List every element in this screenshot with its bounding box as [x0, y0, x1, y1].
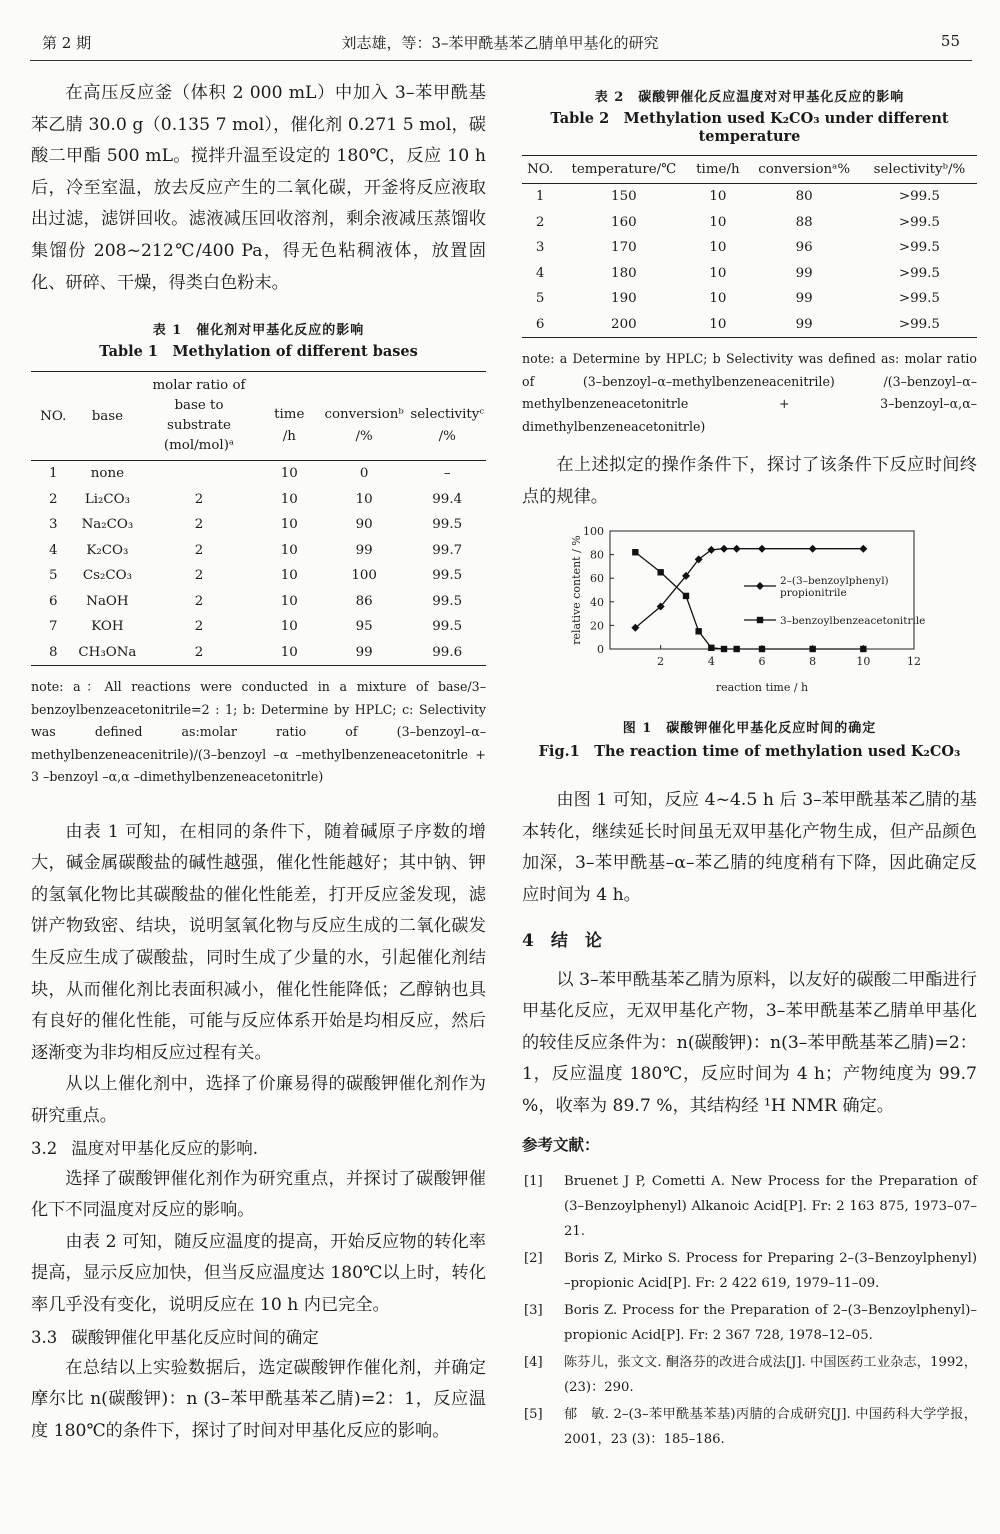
table1-caption-en: Table 1 Methylation of different bases: [99, 343, 418, 361]
data-point: [657, 569, 663, 575]
table-cell: 7: [48, 619, 58, 635]
table-cell: 88: [795, 214, 813, 230]
table-cell: 95: [355, 619, 373, 635]
table-cell: 99: [795, 265, 813, 281]
table-cell: 2: [139, 640, 258, 666]
table-cell: 99: [746, 312, 861, 338]
reference-item: [522, 1402, 977, 1452]
reference-text: 陈芬儿，张文文. 酮洛芬的改进合成法[J]. 中国医药工业杂志，1992，(23)：290.: [564, 1354, 977, 1395]
table-row: [522, 261, 977, 287]
section-3-3-title: 碳酸钾催化甲基化反应时间的确定: [71, 1327, 319, 1347]
table-cell: 99.7: [432, 542, 463, 558]
reference-item: [522, 1246, 977, 1296]
x-axis-label: reaction time / h: [715, 681, 809, 695]
discussion-catalyst-paragraph: 由表 1 可知，在相同的条件下，随着碱原子序数的增大，碱金属碳酸盐的碱性越强，催化性能越好；其中钠、钾的氢氧化物比其碳酸盐的催化性能差，打开反应釜发现，滤饼产物致密、结块，说明氢氧化物与反应生成的二氧化碳发生反应生成了碳酸盐，同时生成了少量的水，引起催化剂结块，从而催化剂比表面积减小，催化性能降低；乙醇钠也具有良好的催化性能，可能与反应体系开始是均相反应，然后逐渐变为非均相反应过程有关。: [31, 821, 486, 1063]
table-cell: 99.5: [432, 568, 463, 584]
page-number: 55: [940, 32, 960, 50]
conclusion-paragraph: 以 3–苯甲酰基苯乙腈为原料，以友好的碳酸二甲酯进行甲基化反应，无双甲基化产物，3–苯甲酰基苯乙腈单甲基化的较佳反应条件为：n(碳酸钾)：n(3–苯甲酰基苯乙腈)=2：1，反应温度 180℃，反应时间为 4 h；产物纯度为 99.7 %，收率为 89.7 %，其结构经 ¹H NMR 确定。: [522, 969, 977, 1116]
t2-header-cell: time/h: [689, 156, 746, 184]
t1-header-conv-line2: /%: [355, 429, 373, 445]
data-point: [683, 593, 689, 599]
table-cell: 4: [48, 542, 58, 558]
reaction-time-chart: [522, 521, 977, 711]
reference-number: [2]: [524, 1250, 543, 1266]
data-point: [859, 545, 867, 553]
table-cell: 2: [194, 568, 204, 584]
table-row: [522, 286, 977, 312]
reference-number: [1]: [524, 1173, 543, 1189]
data-point: [759, 646, 765, 652]
y-tick-label: 80: [590, 548, 604, 562]
t1-header-base: base: [76, 372, 140, 461]
table-cell: 99.5: [432, 517, 463, 533]
table-cell: 99.5: [432, 619, 463, 635]
table-cell: 0: [359, 466, 369, 482]
section-4-title: 结 论: [550, 930, 602, 951]
catalyst-choice-paragraph: 从以上催化剂中，选择了价廉易得的碳酸钾催化剂作为研究重点。: [31, 1074, 486, 1126]
y-tick-label: 100: [583, 525, 604, 539]
table-cell: 1: [48, 466, 58, 482]
table-cell: 99: [355, 542, 373, 558]
experimental-paragraph: 在高压反应釜（体积 2 000 mL）中加入 3–苯甲酰基苯乙腈 30.0 g（0.135 7 mol），催化剂 0.271 5 mol，碳酸二甲酯 500 mL。搅拌升温至设定的 180℃，反应 10 h 后，冷至室温，放去反应产生的二氧化碳，开釜将反应液取出过滤，滤饼回收。滤液减压回收溶剂，剩余液减压蒸馏收集馏份 208~212℃/400 Pa，得无色粘稠液体，放置固化、研碎、干燥，得类白色粉末。: [31, 83, 486, 293]
reference-item: [522, 1169, 977, 1244]
table-cell: 10: [280, 593, 298, 609]
table-cell: 99: [795, 291, 813, 307]
table-cell: 200: [558, 312, 689, 338]
reference-number: [5]: [524, 1406, 543, 1422]
table-cell: 10: [280, 517, 298, 533]
table-cell: 10: [689, 312, 746, 338]
table-cell: NaOH: [86, 593, 129, 609]
table-cell: 2: [535, 214, 545, 230]
table-cell: 99: [320, 640, 409, 666]
t1-header-ratio: [139, 372, 258, 461]
data-point: [809, 545, 817, 553]
y-tick-label: 0: [597, 643, 604, 657]
table-row: [31, 538, 486, 564]
running-title: 刘志雄，等：3–苯甲酰基苯乙腈单甲基化的研究: [341, 34, 659, 52]
t1-header-selectivity: [408, 372, 486, 461]
y-axis-label: relative content / %: [570, 535, 583, 645]
x-tick-label: 12: [907, 655, 921, 669]
table-cell: >99.5: [898, 240, 940, 256]
time-end-paragraph: 在上述拟定的操作条件下，探讨了该条件下反应时间终点的规律。: [522, 455, 977, 507]
t1-header-conv-line1: conversionᵇ: [324, 407, 404, 423]
t1-header-ratio-line2: base to substrate: [166, 398, 231, 434]
table-row: [522, 312, 977, 338]
x-tick-label: 8: [809, 655, 817, 669]
temperature-intro-paragraph: 选择了碳酸钾催化剂作为研究重点，并探讨了碳酸钾催化下不同温度对反应的影响。: [31, 1168, 486, 1221]
table-cell: –: [443, 466, 451, 482]
table2: [522, 155, 977, 338]
table1-caption-cn: 表 1 催化剂对甲基化反应的影响: [152, 323, 365, 339]
reference-item: [522, 1350, 977, 1400]
table-row: [31, 487, 486, 513]
running-header: [30, 26, 970, 56]
table-cell: 10: [709, 189, 727, 205]
table-cell: >99.5: [898, 214, 940, 230]
reference-item: [522, 1298, 977, 1348]
reference-text: Boris Z, Mirko S. Process for Preparing 2–(3–Benzoylphenyl) –propionic Acid[P]. Fr: 2 422 619, 1979–11–09.: [564, 1250, 977, 1291]
table-cell: 99.5: [432, 593, 463, 609]
reference-text: Boris Z. Process for the Preparation of 2–(3–Benzoylphenyl)–propionic Acid[P]. Fr: 2 367 728, 1978–12–05.: [564, 1302, 977, 1343]
table-cell: 86: [355, 593, 373, 609]
table-cell: 99.6: [408, 640, 486, 666]
x-tick-label: 6: [758, 655, 766, 669]
table-cell: 150: [611, 189, 637, 205]
table-cell: Cs₂CO₃: [82, 568, 132, 584]
table-cell: 2: [194, 517, 204, 533]
legend-label-2: 3–benzoylbenzeacetonitrile: [780, 615, 926, 628]
table-cell: 180: [611, 265, 637, 281]
table-cell: 2: [194, 491, 204, 507]
table1-body: [31, 461, 486, 666]
table-row: [31, 614, 486, 640]
table-cell: 10: [280, 619, 298, 635]
y-tick-label: 60: [590, 572, 604, 586]
table-cell: 99.4: [432, 491, 463, 507]
t1-header-time: [259, 372, 320, 461]
table-cell: 8: [31, 640, 76, 666]
table-cell: >99.5: [898, 265, 940, 281]
y-tick-label: 40: [590, 595, 604, 609]
figure1-caption-en: Fig.1 The reaction time of methylation used K₂CO₃: [538, 743, 961, 761]
table-row: [31, 640, 486, 666]
table-cell: 10: [280, 542, 298, 558]
table-cell: Li₂CO₃: [84, 491, 130, 507]
t1-header-ratio-line3: (mol/mol)ᵃ: [163, 438, 235, 454]
figure-1: [522, 521, 977, 711]
t2-header-cell: NO.: [522, 156, 558, 184]
table-row: [31, 589, 486, 615]
reaction-time-intro-paragraph: 在总结以上实验数据后，选定碳酸钾作催化剂，并确定摩尔比 n(碳酸钾)：n (3–苯甲酰基苯乙腈)=2：1，反应温度 180℃的条件下，探讨了时间对甲基化反应的影响。: [31, 1357, 486, 1441]
table-cell: Na₂CO₃: [81, 517, 134, 533]
data-point: [695, 628, 701, 634]
data-point: [720, 545, 728, 553]
references-title: 参考文献：: [522, 1134, 600, 1154]
table-cell: 160: [611, 214, 637, 230]
table-cell: 10: [355, 491, 373, 507]
t1-header-no: NO.: [31, 372, 76, 461]
data-point: [721, 646, 727, 652]
data-point: [860, 646, 866, 652]
table-cell: CH₃ONa: [76, 640, 140, 666]
reference-text: 郁 敏. 2–(3–苯甲酰基苯基)丙腈的合成研究[J]. 中国药科大学学报，2001，23 (3)：185–186.: [564, 1406, 977, 1447]
table-cell: 10: [709, 265, 727, 281]
legend-label-1a: 2–(3–benzoylphenyl): [780, 575, 889, 588]
table-cell: 96: [795, 240, 813, 256]
table-cell: 10: [280, 568, 298, 584]
table-cell: 2: [194, 619, 204, 635]
t2-header-cell: temperature/℃: [558, 156, 689, 184]
table2-body: [522, 184, 977, 338]
table-row: [31, 512, 486, 538]
reference-number: [3]: [524, 1302, 543, 1318]
data-point: [733, 646, 739, 652]
t2-header-cell: conversionᵃ%: [746, 156, 861, 184]
table-row: [522, 210, 977, 236]
header-rule: [30, 60, 972, 61]
x-tick-label: 4: [707, 655, 715, 669]
data-point: [632, 549, 638, 555]
table1: [31, 371, 486, 666]
table-cell: 5: [48, 568, 58, 584]
legend-label-1b: propionitrile: [780, 587, 847, 600]
table-cell: 2: [194, 542, 204, 558]
table-cell: 10: [709, 240, 727, 256]
data-point: [733, 545, 741, 553]
section-4-heading: [522, 926, 977, 951]
data-point: [809, 646, 815, 652]
table-cell: 6: [48, 593, 58, 609]
data-point: [758, 545, 766, 553]
table-row: [31, 461, 486, 487]
table-cell: 2: [48, 491, 58, 507]
t1-header-time-line1: time: [274, 407, 305, 423]
references-list: [522, 1169, 977, 1452]
section-3-2-number: 3.2: [31, 1138, 58, 1158]
table-cell: none: [90, 466, 125, 482]
x-tick-label: 2: [657, 655, 665, 669]
table1-note: note: a：All reactions were conducted in a mixture of base/3–benzoylbenzeacetonitrile=2 : 1; b: Determine by HPLC; c: Selectivity was defined as:molar ratio of (3–benzoyl–α–methylbenzeneacenitrile)/(3–benzoyl –α –methylbenzeneacetonitrle + 3 –benzoyl –α,α –dimethylbenzeneacetonitrle): [31, 679, 486, 785]
table-cell: 170: [611, 240, 637, 256]
t1-header-sel-line1: selectivityᶜ: [410, 407, 484, 423]
y-tick-label: 20: [590, 619, 604, 633]
table-cell: 3: [48, 517, 58, 533]
reference-number: [4]: [524, 1354, 543, 1370]
table-cell: KOH: [91, 619, 124, 635]
section-3-2-heading: [31, 1133, 486, 1164]
table-cell: 1: [535, 189, 545, 205]
table2-caption-en: Table 2 Methylation used K₂CO₃ under different temperature: [550, 110, 949, 145]
table-row: [522, 235, 977, 261]
table-cell: [139, 461, 258, 487]
table-cell: >99.5: [862, 312, 977, 338]
x-tick-label: 10: [856, 655, 871, 669]
table2-caption-cn: 表 2 碳酸钾催化反应温度对对甲基化反应的影响: [594, 90, 905, 105]
table-cell: 10: [280, 491, 298, 507]
t1-header-ratio-line1: molar ratio of: [152, 378, 246, 394]
left-column: [31, 78, 486, 1447]
table-cell: 5: [535, 291, 545, 307]
table-cell: 10: [259, 640, 320, 666]
t1-header-time-line2: /h: [282, 429, 296, 445]
table-cell: 3: [535, 240, 545, 256]
table2-header-row: [522, 156, 977, 184]
section-3-3-number: 3.3: [31, 1327, 58, 1347]
table-row: [522, 184, 977, 210]
issue-number: 第 2 期: [42, 34, 92, 52]
table-cell: 80: [795, 189, 813, 205]
legend-marker-1: [756, 582, 764, 590]
t1-header-sel-line2: /%: [438, 429, 456, 445]
t2-header-cell: selectivityᵇ/%: [862, 156, 977, 184]
legend-marker-2: [757, 617, 763, 623]
table-cell: 90: [355, 517, 373, 533]
table-cell: 10: [709, 214, 727, 230]
figure1-caption-cn: 图 1 碳酸钾催化甲基化反应时间的确定: [622, 721, 877, 737]
table-cell: >99.5: [898, 189, 940, 205]
section-3-3-heading: [31, 1322, 486, 1353]
table-cell: 4: [535, 265, 545, 281]
table-cell: 10: [709, 291, 727, 307]
table-cell: 2: [194, 593, 204, 609]
table-cell: 100: [351, 568, 377, 584]
table-cell: K₂CO₃: [86, 542, 129, 558]
section-3-2-title: 温度对甲基化反应的影响.: [71, 1138, 258, 1158]
right-column: [522, 78, 977, 1454]
table-cell: 190: [611, 291, 637, 307]
table2-note: note: a Determine by HPLC; b Selectivity was defined as: molar ratio of (3–benzoyl–α–methylbenzeneacenitrile) /(3–benzoyl–α–methylbenzeneacetonitrle + 3–benzoyl–α,α–dimethylbenzeneacetonitrle): [522, 351, 977, 434]
section-4-number: 4: [522, 930, 534, 951]
data-point: [708, 645, 714, 651]
table-cell: >99.5: [898, 291, 940, 307]
t1-header-conversion: [320, 372, 409, 461]
reference-text: Bruenet J P, Cometti A. New Process for the Preparation of (3–Benzoylphenyl) Alkanoic Acid[P]. Fr: 2 163 875, 1973–07–21.: [564, 1173, 977, 1239]
table-row: [31, 563, 486, 589]
table-cell: 6: [522, 312, 558, 338]
temperature-discussion-paragraph: 由表 2 可知，随反应温度的提高，开始反应物的转化率提高，显示反应加快，但当反应温度达 180℃以上时，转化率几乎没有变化，说明反应在 10 h 内已完全。: [31, 1231, 486, 1315]
figure-discussion-paragraph: 由图 1 可知，反应 4~4.5 h 后 3–苯甲酰基苯乙腈的基本转化，继续延长时间虽无双甲基化产物生成，但产品颜色加深，3–苯甲酰基–α–苯乙腈的纯度稍有下降，因此确定反应时间为 4 h。: [522, 790, 977, 905]
table-cell: 10: [280, 466, 298, 482]
series-line-2: [635, 552, 863, 649]
